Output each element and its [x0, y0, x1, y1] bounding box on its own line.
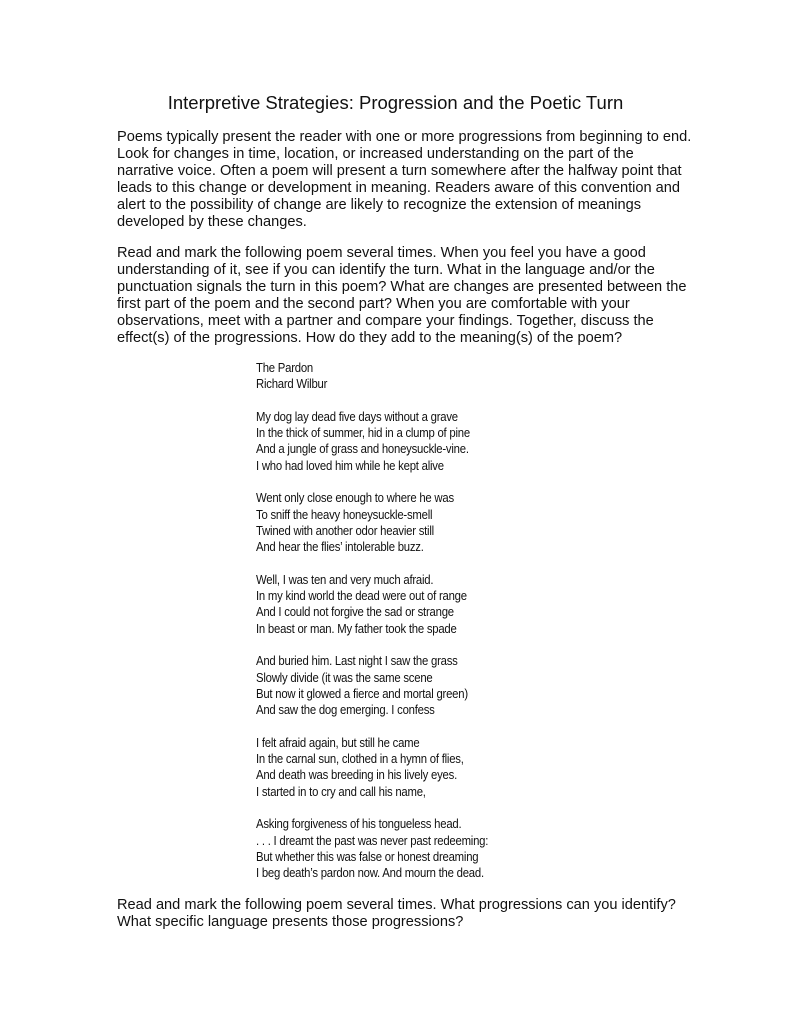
poem-line: I felt afraid again, but still he came: [256, 735, 420, 750]
poem-line: And death was breeding in his lively eyes.: [256, 768, 457, 783]
intro-line: leads to this change or development in meaning. Readers aware of this convention and: [117, 180, 681, 196]
poem-line: In my kind world the dead were out of range: [256, 589, 467, 604]
poem-line: . . . I dreamt the past was never past redeeming:: [256, 833, 489, 848]
poem-stanza-6: [256, 816, 544, 881]
intro-line: developed by these changes.: [117, 214, 307, 230]
poem-line: I started in to cry and call his name,: [256, 784, 426, 799]
instructions-line: first part of the poem and the second part? When you are comfortable with your: [117, 296, 630, 312]
poem-stanza-5: [256, 735, 544, 800]
intro-line: Look for changes in time, location, or increased understanding on the part of the: [117, 146, 634, 162]
poem-title: The Pardon: [256, 361, 313, 375]
poem-line: In the thick of summer, hid in a clump of pine: [256, 426, 470, 441]
poem-line: And saw the dog emerging. I confess: [256, 703, 435, 718]
closing-paragraph: [117, 897, 697, 931]
poem-line: My dog lay dead five days without a grave: [256, 409, 458, 424]
intro-paragraph: [117, 129, 697, 231]
poem-line: I who had loved him while he kept alive: [256, 458, 444, 473]
poem-line: To sniff the heavy honeysuckle-smell: [256, 507, 433, 522]
instructions-line: Read and mark the following poem several times. When you feel you have a good: [117, 245, 646, 261]
poem-line: Twined with another odor heavier still: [256, 523, 434, 538]
poem-line: And hear the flies’ intolerable buzz.: [256, 540, 424, 555]
intro-line: Poems typically present the reader with one or more progressions from beginning to end.: [117, 129, 692, 145]
poem-stanza-3: [256, 572, 544, 637]
instructions-line: effect(s) of the progressions. How do they add to the meaning(s) of the poem?: [117, 330, 623, 346]
instructions-line: punctuation signals the turn in this poem? What are changes are presented between the: [117, 279, 687, 295]
instructions-line: observations, meet with a partner and compare your findings. Together, discuss the: [117, 313, 654, 329]
poem-line: But now it glowed a fierce and mortal green): [256, 686, 468, 701]
poem-line: And a jungle of grass and honeysuckle-vine.: [256, 442, 469, 457]
poem-line: In beast or man. My father took the spade: [256, 621, 457, 636]
poem-line: And I could not forgive the sad or strange: [256, 605, 454, 620]
instructions-line: understanding of it, see if you can identify the turn. What in the language and/or the: [117, 262, 655, 278]
poem-line: In the carnal sun, clothed in a hymn of flies,: [256, 752, 464, 767]
page-title: Interpretive Strategies: Progression and the Poetic Turn: [167, 92, 624, 113]
poem-line: And buried him. Last night I saw the grass: [256, 654, 458, 669]
closing-line: What specific language presents those progressions?: [117, 914, 464, 930]
poem-line: I beg death’s pardon now. And mourn the dead.: [256, 866, 484, 881]
poem-author: Richard Wilbur: [256, 377, 328, 392]
intro-line: alert to the possibility of change are likely to recognize the extension of meanings: [117, 197, 642, 213]
poem-stanza-4: [256, 653, 544, 718]
closing-line: Read and mark the following poem several times. What progressions can you identify?: [117, 897, 676, 913]
intro-line: narrative voice. Often a poem will present a turn somewhere after the halfway point that: [117, 163, 682, 179]
poem-line: Went only close enough to where he was: [256, 491, 454, 506]
poem-line: Slowly divide (it was the same scene: [256, 670, 433, 685]
poem-line: But whether this was false or honest dreaming: [256, 849, 479, 864]
poem-stanza-1: [256, 409, 544, 474]
poem-line: Well, I was ten and very much afraid.: [256, 572, 434, 587]
poem-block: [256, 360, 544, 882]
poem-stanza-2: [256, 490, 544, 555]
instructions-paragraph: [117, 245, 697, 347]
poem-line: Asking forgiveness of his tongueless head.: [256, 817, 462, 832]
